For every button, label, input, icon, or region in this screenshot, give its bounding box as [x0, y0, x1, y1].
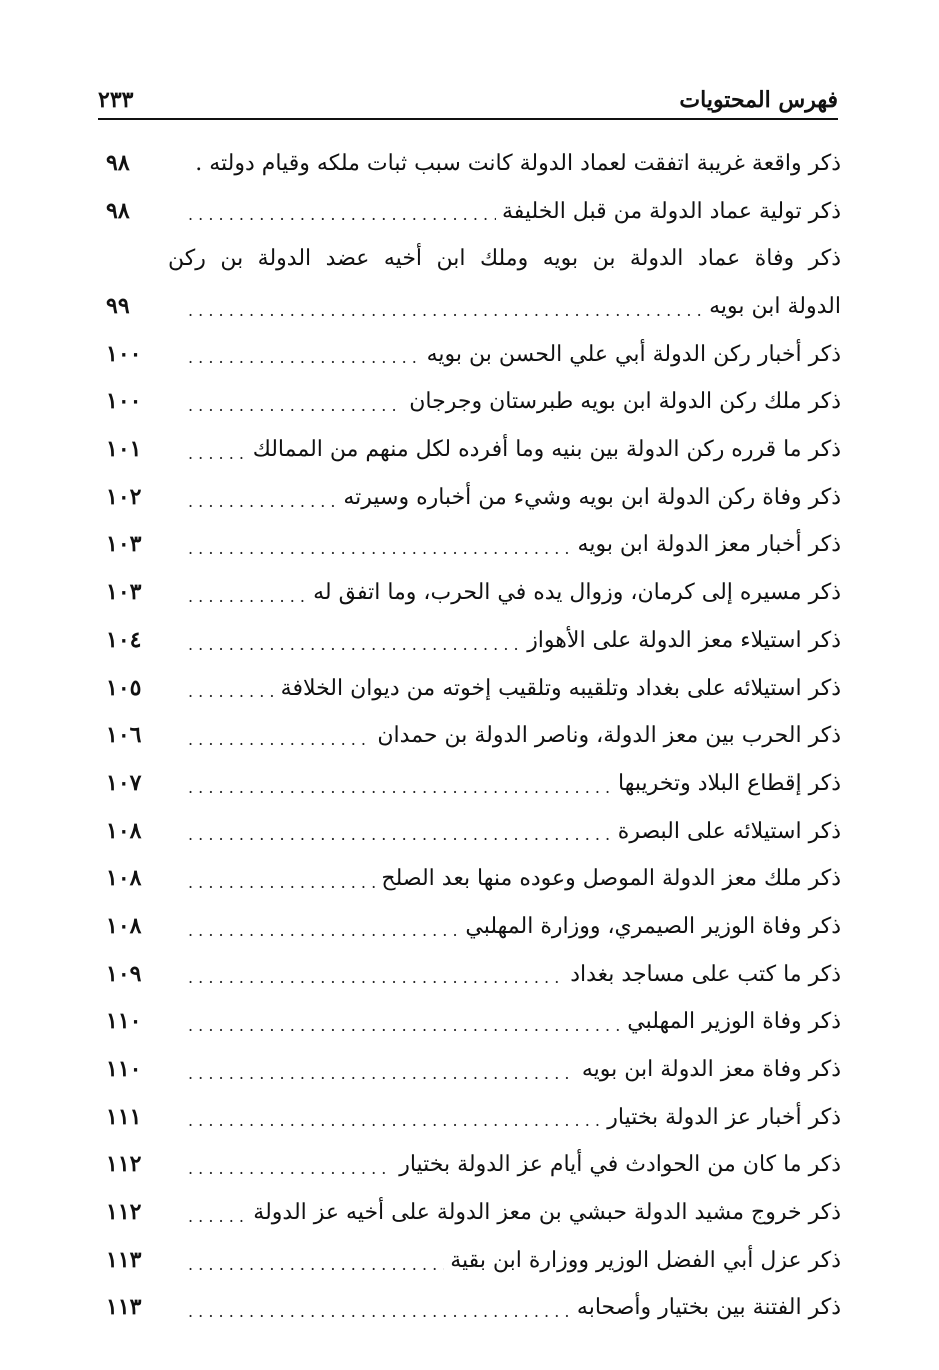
dot-leader	[188, 1149, 393, 1189]
toc-entry-page: ٩٨	[106, 149, 130, 176]
toc-entry-page: ١٠١	[106, 436, 142, 463]
toc-entry-page: ١٠٣	[106, 579, 142, 606]
toc-entry-page: ١١٠	[106, 1008, 142, 1035]
toc-entry-title: ذكر خروج مشيد الدولة حبشي بن معز الدولة على أخيه عز الدولة	[253, 1200, 841, 1226]
toc-entry-page: ١٠٦	[106, 722, 142, 749]
dot-leader	[188, 386, 403, 426]
toc-entry-page: ١١٢	[106, 1151, 142, 1178]
toc-entry-title: ذكر وفاة الوزير المهلبي	[627, 1009, 841, 1035]
toc-entry-title-line1: ذكر وفاة عماد الدولة بن بويه وملك ابن أخيه عضد الدولة بن ركن	[168, 246, 841, 272]
toc-entry-title: ذكر أخبار عز الدولة بختيار	[607, 1104, 841, 1130]
dot-leader	[188, 482, 337, 522]
dot-leader	[188, 1006, 621, 1046]
toc-entry-title: ذكر استيلائه على بغداد وتلقيبه وتلقيب إخوته من ديوان الخلافة	[280, 675, 841, 701]
dot-leader	[188, 768, 612, 808]
toc-entry	[106, 951, 841, 999]
dot-leader	[188, 720, 371, 760]
toc-entry-page: ١٠٨	[106, 865, 142, 892]
toc-entry-title: ذكر استيلاء معز الدولة على الأهواز	[527, 627, 841, 653]
toc-entry	[106, 617, 841, 665]
toc-entry-page: ١٠٣	[106, 531, 142, 558]
toc-entry-title: ذكر واقعة غريبة اتفقت لعماد الدولة كانت سبب ثبات ملكه وقيام دولته .	[195, 150, 841, 176]
toc-entry-title: ذكر وفاة ركن الدولة ابن بويه وشيء من أخباره وسيرته	[343, 484, 841, 510]
dot-leader	[188, 672, 275, 712]
toc-entry	[106, 998, 841, 1046]
toc-entry	[106, 1141, 841, 1189]
toc-entry-page: ١٠٧	[106, 769, 142, 796]
toc-entry	[106, 855, 841, 903]
dot-leader	[188, 863, 375, 903]
toc-entry	[106, 760, 841, 808]
toc-entry-title: ذكر ملك معز الدولة الموصل وعوده منها بعد الصلح	[381, 866, 841, 892]
toc-entry	[106, 808, 841, 856]
toc-entry-title-line2: الدولة ابن بويه	[709, 294, 841, 320]
toc-entry-page: ١٠٢	[106, 483, 142, 510]
dot-leader	[188, 195, 496, 235]
toc-entry-title: ذكر مسيره إلى كرمان، وزوال يده في الحرب، وما اتفق له	[313, 580, 841, 606]
toc-entry-title: ذكر أخبار معز الدولة ابن بويه	[577, 532, 841, 558]
running-header	[98, 82, 838, 120]
table-of-contents	[106, 140, 841, 1332]
toc-entry-page: ١٠٨	[106, 817, 142, 844]
toc-entry	[106, 569, 841, 617]
dot-leader	[188, 911, 459, 951]
toc-entry-page: ١١١	[106, 1103, 142, 1130]
toc-entry-title: ذكر الحرب بين معز الدولة، وناصر الدولة بن حمدان	[377, 723, 841, 749]
toc-entry	[106, 1046, 841, 1094]
toc-entry-page: ١٠٠	[106, 388, 142, 415]
toc-entry-title: ذكر تولية عماد الدولة من قبل الخليفة	[501, 198, 841, 224]
toc-entry-title: ذكر ما كان من الحوادث في أيام عز الدولة بختيار	[399, 1152, 841, 1178]
toc-entry-title: ذكر عزل أبي الفضل الوزير ووزارة ابن بقية	[450, 1247, 841, 1273]
dot-leader	[188, 577, 307, 617]
dot-leader	[188, 529, 572, 569]
toc-entry-title: ذكر ما كتب على مساجد بغداد	[570, 961, 841, 987]
toc-entry	[106, 1094, 841, 1142]
toc-entry-title: ذكر إقطاع البلاد وتخريبها	[618, 770, 841, 796]
toc-entry	[106, 665, 841, 713]
toc-entry	[106, 426, 841, 474]
dot-leader	[188, 815, 612, 855]
dot-leader	[188, 1101, 601, 1141]
toc-entry-page: ١١٣	[106, 1294, 142, 1321]
toc-entry-title: ذكر الفتنة بين بختيار وأصحابه	[576, 1295, 841, 1321]
toc-entry-title: ذكر أخبار ركن الدولة أبي علي الحسن بن بويه	[426, 341, 841, 367]
toc-entry-page: ١٠٥	[106, 674, 142, 701]
dot-leader	[188, 958, 564, 998]
toc-entry-page: ١٠٩	[106, 960, 142, 987]
dot-leader	[188, 291, 703, 331]
toc-entry	[106, 188, 841, 236]
toc-entry-page: ١٠٤	[106, 626, 142, 653]
toc-entry-title: ذكر وفاة معز الدولة ابن بويه	[581, 1057, 841, 1083]
toc-entry-page: ١١٣	[106, 1246, 142, 1273]
dot-leader	[188, 1292, 571, 1332]
toc-entry	[106, 331, 841, 379]
toc-entry	[106, 235, 841, 330]
toc-entry-title: ذكر استيلائه على البصرة	[617, 818, 841, 844]
toc-entry	[106, 522, 841, 570]
header-title: فهرس المحتويات	[679, 87, 838, 113]
toc-entry-page: ٩٨	[106, 197, 130, 224]
toc-entry	[106, 712, 841, 760]
toc-entry	[106, 1237, 841, 1285]
header-page-number: ٢٣٣	[98, 87, 134, 113]
toc-entry-page: ١١٢	[106, 1199, 142, 1226]
toc-entry	[106, 1189, 841, 1237]
dot-leader	[188, 1054, 576, 1094]
toc-entry	[106, 1285, 841, 1333]
toc-entry-title: ذكر ملك ركن الدولة ابن بويه طبرستان وجرجان	[409, 389, 841, 415]
toc-entry	[106, 903, 841, 951]
toc-entry-page: ١٠٠	[106, 340, 142, 367]
dot-leader	[188, 1197, 247, 1237]
toc-entry-page: ١٠٨	[106, 912, 142, 939]
toc-entry	[106, 474, 841, 522]
dot-leader	[188, 434, 247, 474]
toc-entry-page: ٩٩	[106, 293, 130, 320]
toc-entry-title: ذكر ما قرره ركن الدولة بين بنيه وما أفرده لكل منهم من الممالك	[252, 437, 841, 463]
toc-entry	[106, 378, 841, 426]
dot-leader	[188, 338, 421, 378]
dot-leader	[188, 625, 521, 665]
toc-entry	[106, 140, 841, 188]
toc-entry-page: ١١٠	[106, 1056, 142, 1083]
toc-entry-title: ذكر وفاة الوزير الصيمري، ووزارة المهلبي	[465, 913, 841, 939]
dot-leader	[188, 1245, 444, 1285]
